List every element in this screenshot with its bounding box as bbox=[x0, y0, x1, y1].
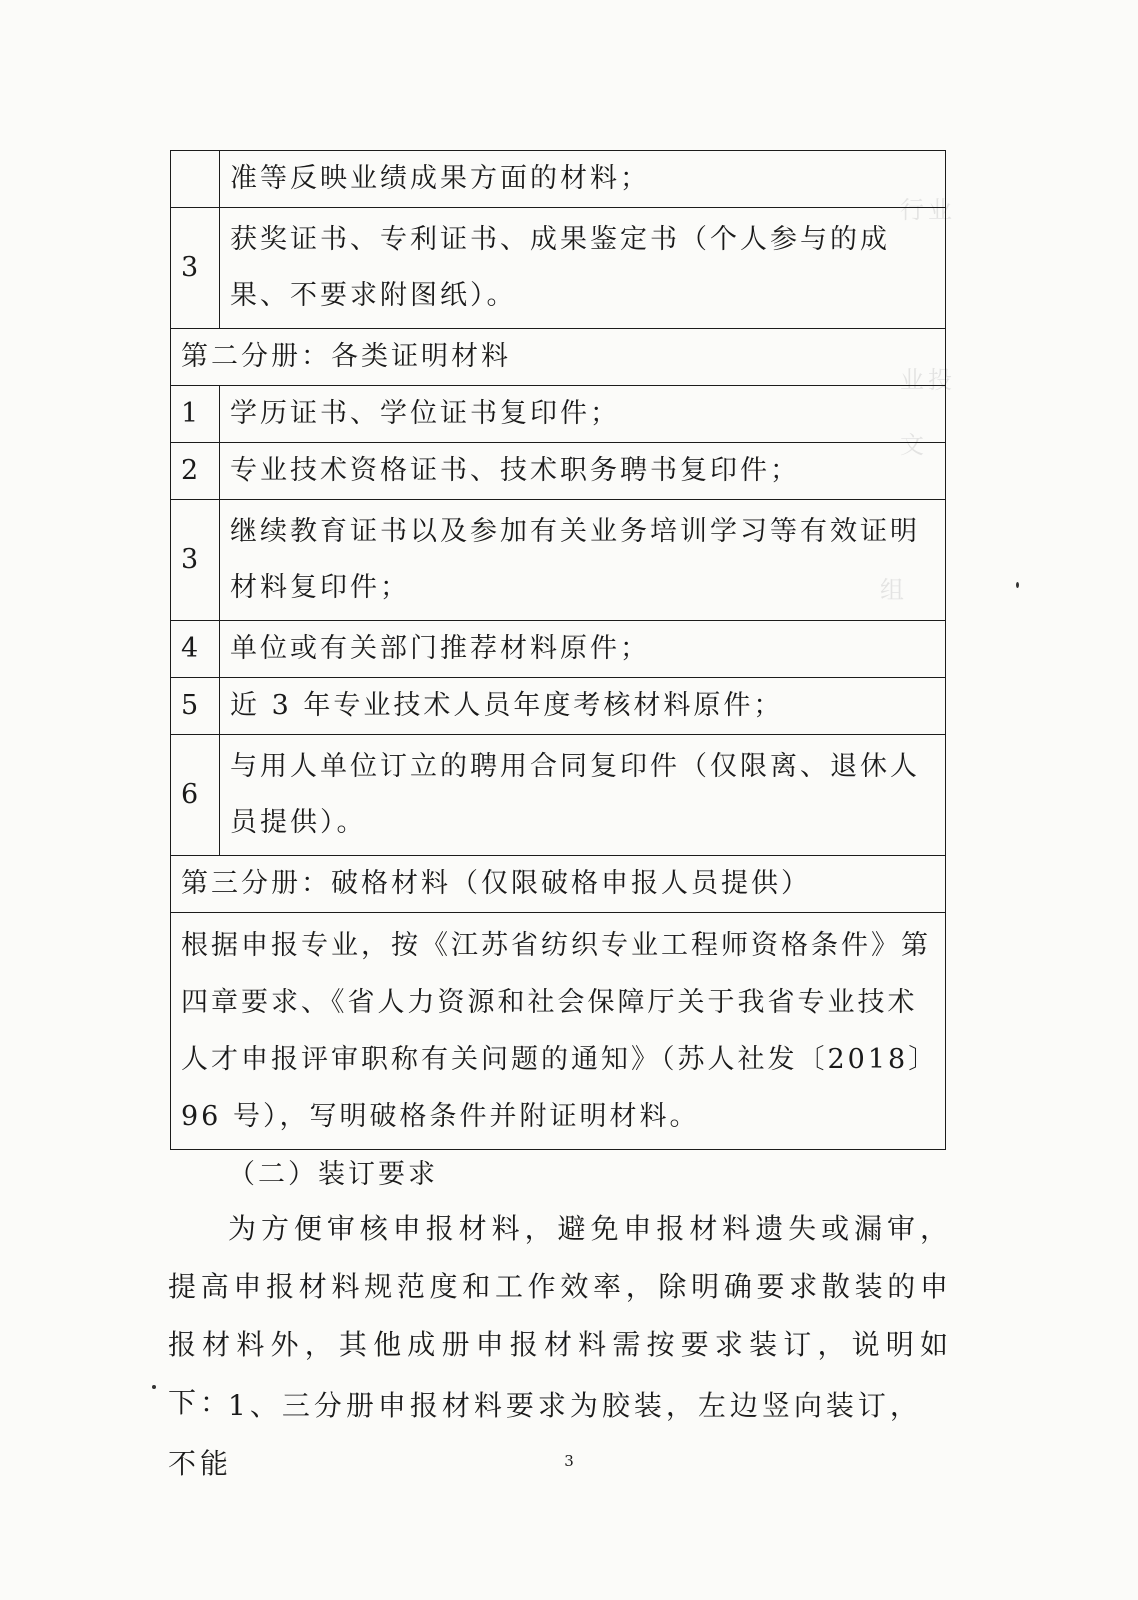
row-number: 4 bbox=[171, 621, 220, 678]
table-row bbox=[171, 735, 946, 856]
row-number: 6 bbox=[171, 735, 220, 856]
show-through: 行业 业投 文 组 bbox=[880, 196, 956, 604]
row-text: 继续教育证书以及参加有关业务培训学习等有效证明材料复印件； bbox=[220, 500, 946, 621]
row-text: 单位或有关部门推荐材料原件； bbox=[220, 621, 946, 678]
materials-table bbox=[170, 150, 946, 1150]
table-row bbox=[171, 208, 946, 329]
table-row bbox=[171, 151, 946, 208]
row-text: 获奖证书、专利证书、成果鉴定书（个人参与的成果、不要求附图纸）。 bbox=[220, 208, 946, 329]
row-text: 学历证书、学位证书复印件； bbox=[220, 386, 946, 443]
table-row bbox=[171, 443, 946, 500]
row-number: 5 bbox=[171, 678, 220, 735]
page-number: 3 bbox=[564, 1452, 574, 1470]
row-number: 2 bbox=[171, 443, 220, 500]
scan-speck bbox=[1016, 582, 1019, 588]
row-text: 专业技术资格证书、技术职务聘书复印件； bbox=[220, 443, 946, 500]
row-number: 1 bbox=[171, 386, 220, 443]
section-heading: 第三分册：破格材料（仅限破格申报人员提供） bbox=[171, 856, 946, 913]
table-row bbox=[171, 678, 946, 735]
table-row bbox=[171, 913, 946, 1150]
table-row bbox=[171, 621, 946, 678]
table-row bbox=[171, 500, 946, 621]
row-text: 准等反映业绩成果方面的材料； bbox=[220, 151, 946, 208]
binding-title: （二）装订要求 bbox=[228, 1159, 438, 1190]
row-text: 与用人单位订立的聘用合同复印件（仅限离、退休人员提供）。 bbox=[220, 735, 946, 856]
row-text: 近 3 年专业技术人员年度考核材料原件； bbox=[220, 678, 946, 735]
row-number: 3 bbox=[171, 500, 220, 621]
row-number: 3 bbox=[171, 208, 220, 329]
binding-paragraph: 为方便审核申报材料，避免申报材料遗失或漏审，提高申报材料规范度和工作效率，除明确要求散装的申报材料外，其他成册申报材料需按要求装订，说明如下： bbox=[168, 1212, 952, 1419]
section-row bbox=[171, 329, 946, 386]
row-number bbox=[171, 151, 220, 208]
row-text: 根据申报专业，按《江苏省纺织专业工程师资格条件》第四章要求、《省人力资源和社会保障厅关于我省专业技术人才申报评审职称有关问题的通知》（苏人社发〔2018〕96 号），写明破格条件并附证明材料。 bbox=[171, 913, 946, 1150]
section-heading: 第二分册：各类证明材料 bbox=[171, 329, 946, 386]
table-row bbox=[171, 386, 946, 443]
section-row bbox=[171, 856, 946, 913]
binding-item-1: 1、三分册申报材料要求为胶装，左边竖向装订，不能 bbox=[168, 1389, 922, 1480]
scan-speck bbox=[152, 1385, 156, 1389]
